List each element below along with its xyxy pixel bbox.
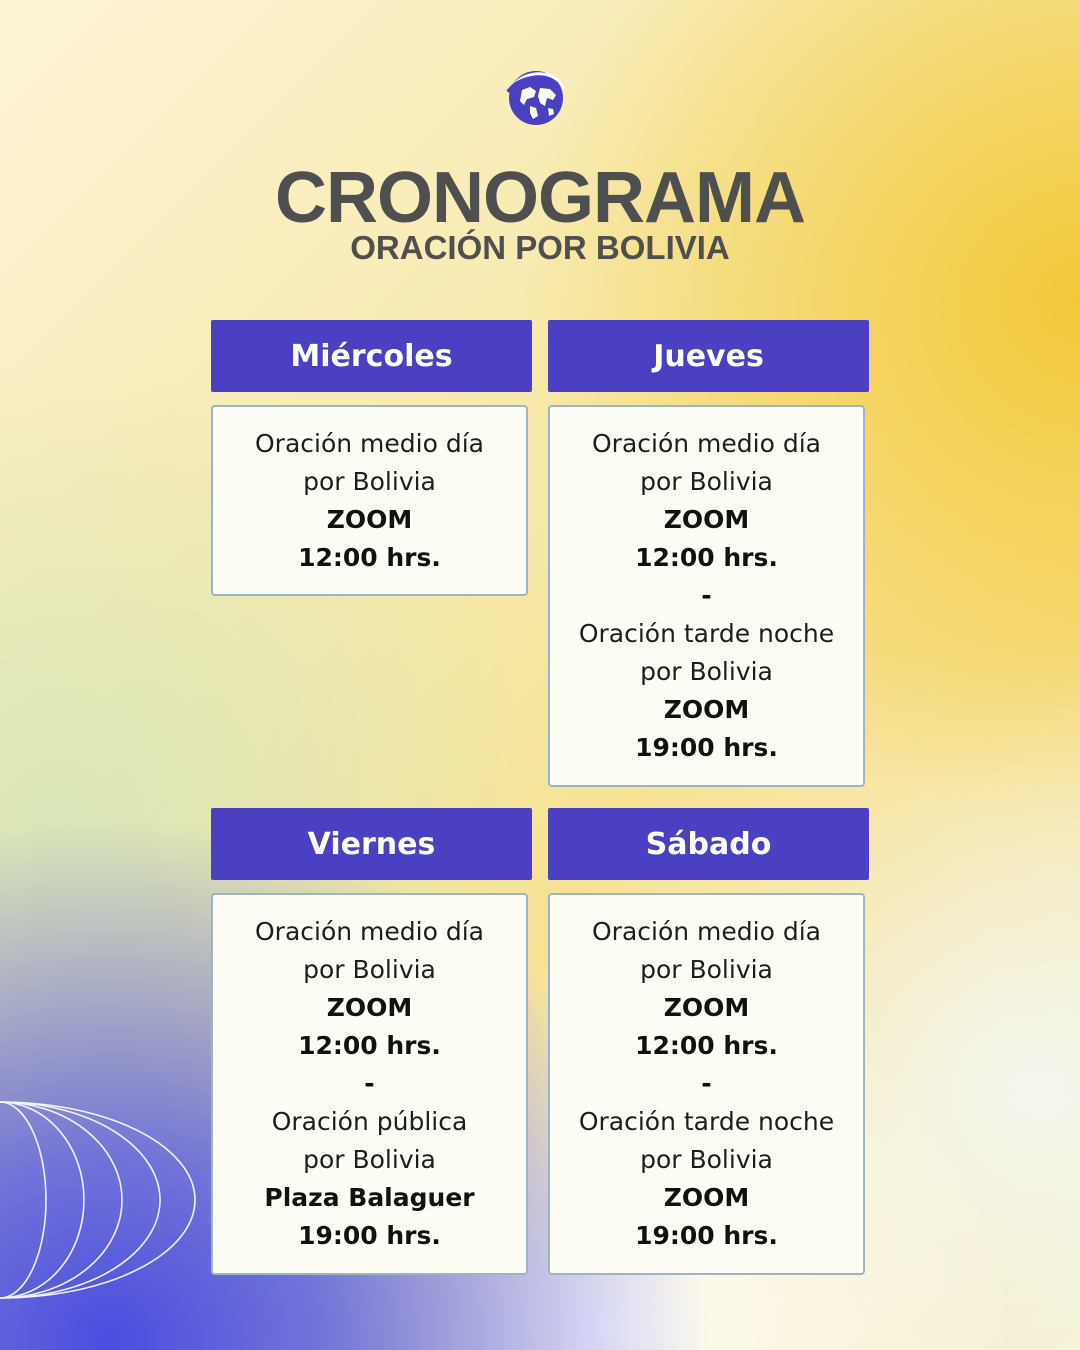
day-header-viernes: Viernes bbox=[211, 808, 532, 880]
schedule-platform: ZOOM bbox=[663, 1183, 750, 1212]
schedule-time: 19:00 hrs. bbox=[635, 733, 778, 762]
schedule-time: 12:00 hrs. bbox=[298, 542, 441, 572]
schedule-separator: - bbox=[364, 1069, 375, 1098]
schedule-platform: ZOOM bbox=[326, 504, 413, 534]
day-header-jueves: Jueves bbox=[548, 320, 869, 392]
schedule-line: Oración medio día bbox=[592, 917, 821, 946]
day-header-sabado: Sábado bbox=[548, 808, 869, 880]
schedule-line: por Bolivia bbox=[303, 1145, 436, 1174]
schedule-platform: ZOOM bbox=[663, 993, 750, 1022]
schedule-separator: - bbox=[701, 1069, 712, 1098]
schedule-line: Oración medio día bbox=[255, 428, 484, 458]
schedule-time: 12:00 hrs. bbox=[635, 543, 778, 572]
day-card-viernes bbox=[211, 893, 528, 1275]
day-card-jueves bbox=[548, 405, 865, 787]
globe-logo-icon bbox=[502, 66, 570, 128]
schedule-location: Plaza Balaguer bbox=[264, 1183, 475, 1212]
schedule-line: Oración medio día bbox=[255, 917, 484, 946]
page-subtitle: ORACIÓN POR BOLIVIA bbox=[350, 229, 730, 266]
schedule-time: 19:00 hrs. bbox=[298, 1221, 441, 1250]
schedule-time: 12:00 hrs. bbox=[298, 1031, 441, 1060]
schedule-platform: ZOOM bbox=[326, 993, 413, 1022]
schedule-platform: ZOOM bbox=[663, 695, 750, 724]
schedule-time: 19:00 hrs. bbox=[635, 1221, 778, 1250]
schedule-platform: ZOOM bbox=[663, 505, 750, 534]
schedule-line: por Bolivia bbox=[640, 657, 773, 686]
schedule-line: por Bolivia bbox=[303, 955, 436, 984]
schedule-time: 12:00 hrs. bbox=[635, 1031, 778, 1060]
schedule-line: por Bolivia bbox=[640, 1145, 773, 1174]
schedule-line: por Bolivia bbox=[640, 955, 773, 984]
schedule-line: por Bolivia bbox=[640, 467, 773, 496]
schedule-line: Oración pública bbox=[271, 1107, 468, 1136]
day-card-sabado bbox=[548, 893, 865, 1275]
page-title: CRONOGRAMA bbox=[275, 158, 805, 238]
schedule-line: Oración tarde noche bbox=[578, 619, 835, 648]
day-card-miercoles bbox=[211, 405, 528, 596]
day-header-miercoles: Miércoles bbox=[211, 320, 532, 392]
decorative-rings-icon bbox=[0, 1100, 200, 1300]
schedule-line: Oración tarde noche bbox=[578, 1107, 835, 1136]
schedule-separator: - bbox=[701, 581, 712, 610]
schedule-line: por Bolivia bbox=[303, 466, 436, 496]
schedule-line: Oración medio día bbox=[592, 429, 821, 458]
